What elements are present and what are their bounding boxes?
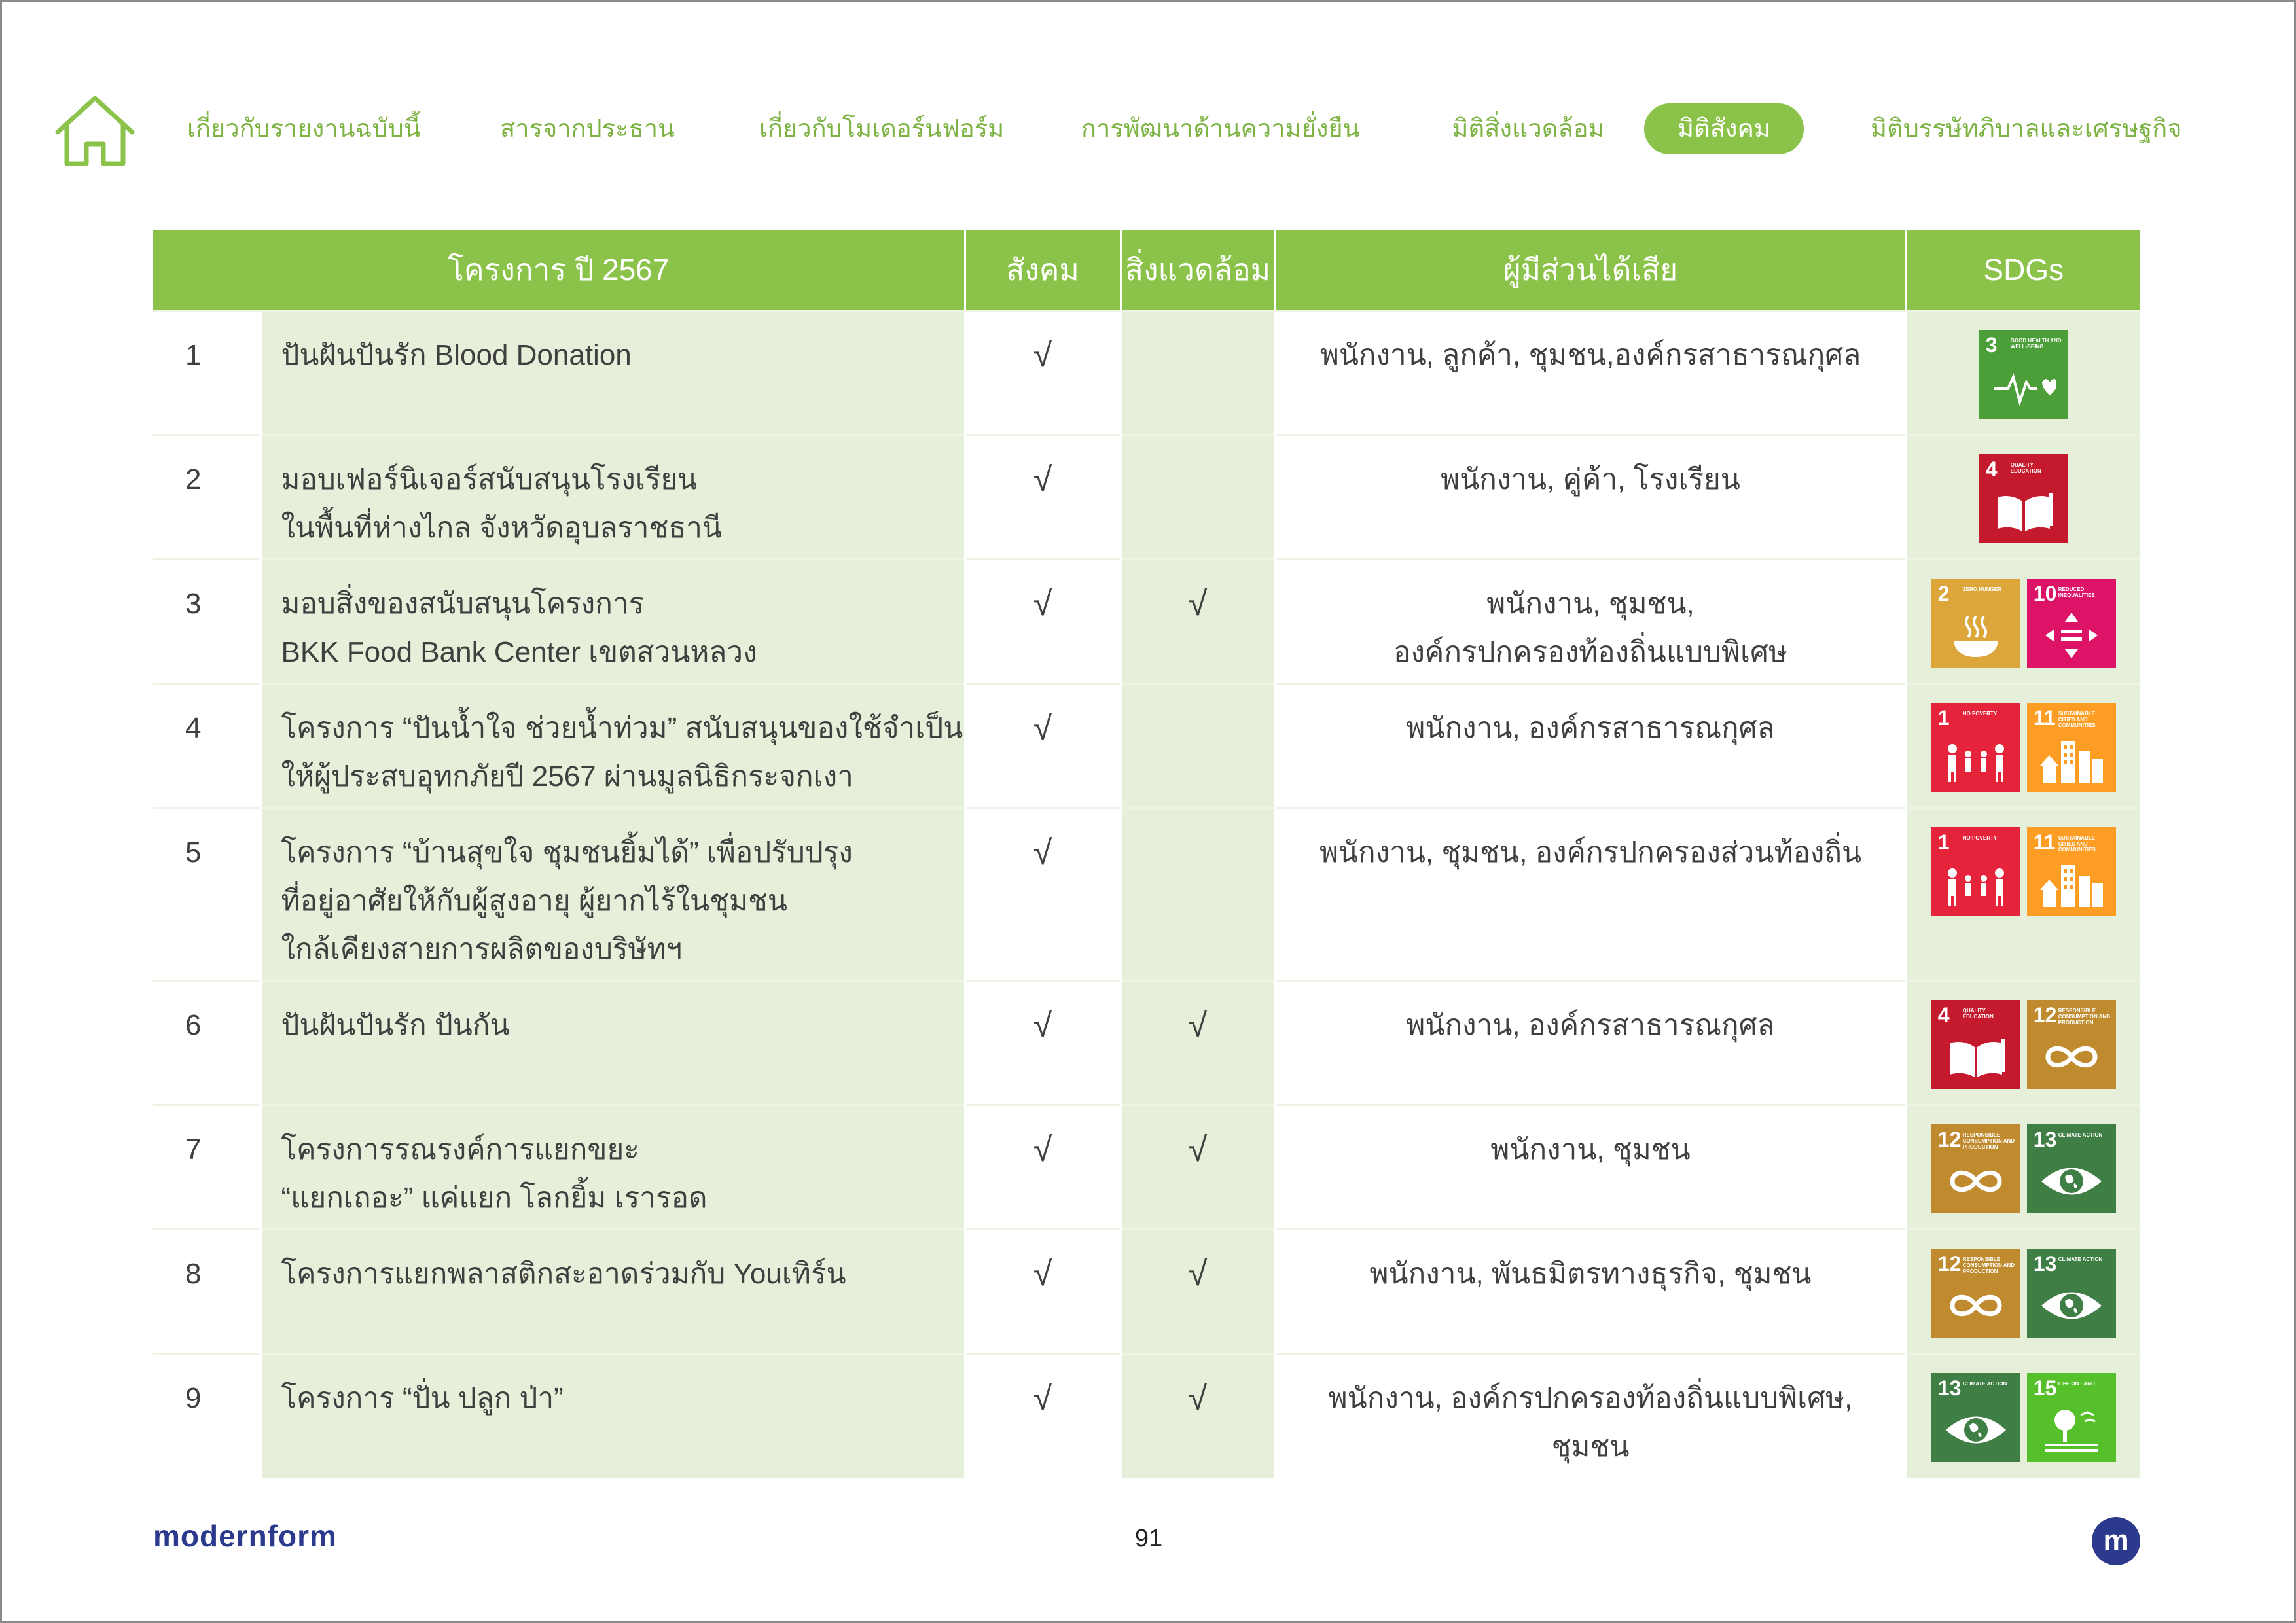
stakeholders (1275, 980, 1906, 1105)
sdg-badges (1906, 808, 2140, 980)
sdg-caption: CLIMATE ACTION (2058, 1132, 2103, 1138)
sdg-number: 15 (2033, 1376, 2057, 1400)
project-name (260, 1105, 965, 1229)
social-check: √ (965, 559, 1121, 683)
project-name (260, 435, 965, 559)
stakeholders-line: พนักงาน, องค์กรสาธารณกุศล (1406, 1008, 1775, 1041)
sdg-caption: SUSTAINABLE CITIES AND COMMUNITIES (2058, 834, 2096, 853)
row-number: 9 (153, 1353, 260, 1478)
environment-check (1121, 683, 1275, 808)
social-check: √ (965, 980, 1121, 1105)
sdg-badges (1906, 1353, 2140, 1478)
sdg-caption: ZERO HUNGER (1962, 586, 2001, 592)
sdg-number: 4 (1937, 1003, 1950, 1027)
stakeholders (1275, 1105, 1906, 1229)
stakeholders-line: พนักงาน, ชุมชน (1490, 1133, 1691, 1166)
stakeholders-line: พนักงาน, ชุมชน, (1486, 587, 1695, 620)
sdg-number: 12 (1937, 1251, 1962, 1275)
table-row (153, 1353, 2140, 1478)
brand-mark-icon: m (2092, 1517, 2140, 1565)
row-number: 4 (153, 683, 260, 808)
sdg-caption: NO POVERTY (1962, 834, 1998, 841)
header-stakeholders: ผู้มีส่วนได้เสีย (1275, 230, 1906, 310)
project-name-line: โครงการ “ปั่น ปลูก ป่า” (281, 1382, 564, 1414)
social-check: √ (965, 683, 1121, 808)
project-name (260, 683, 965, 808)
project-name-line: “แยกเถอะ” แค่แยก โลกยิ้ม เรารอด (281, 1181, 708, 1214)
table-row (153, 435, 2140, 559)
project-name-line: โครงการ “บ้านสุขใจ ชุมชนยิ้มได้” เพื่อปรับปรุง (281, 836, 853, 868)
table-row (153, 310, 2140, 435)
sdg-number: 12 (1937, 1127, 1962, 1151)
sdg-number: 12 (2033, 1003, 2057, 1027)
environment-check: √ (1121, 1353, 1275, 1478)
sdg-caption: CLIMATE ACTION (2058, 1256, 2103, 1262)
sdg-badges (1906, 1105, 2140, 1229)
sdg-caption: RESPONSIBLE CONSUMPTION AND PRODUCTION (2058, 1007, 2111, 1026)
project-name (260, 559, 965, 683)
environment-check: √ (1121, 559, 1275, 683)
environment-check: √ (1121, 1105, 1275, 1229)
sdg-number: 11 (2033, 830, 2056, 854)
stakeholders-line: พนักงาน, คู่ค้า, โรงเรียน (1441, 463, 1740, 495)
project-name-line: โครงการแยกพลาสติกสะอาดร่วมกับ Youเทิร์น (281, 1257, 846, 1290)
table-row (153, 1229, 2140, 1353)
project-name-line: ให้ผู้ประสบอุทกภัยปี 2567 ผ่านมูลนิธิกระจกเงา (281, 760, 853, 793)
project-name-line: ปันฝันปันรัก ปันกัน (281, 1008, 510, 1041)
project-name-line: ที่อยู่อาศัยให้กับผู้สูงอายุ ผู้ยากไร้ในชุมชน (281, 884, 787, 917)
sdg-caption: RESPONSIBLE CONSUMPTION AND PRODUCTION (1962, 1256, 2015, 1274)
sdg-badges (1906, 980, 2140, 1105)
project-name-line: ใกล้เคียงสายการผลิตของบริษัทฯ (281, 933, 683, 965)
environment-check (1121, 435, 1275, 559)
sdg-number: 13 (2033, 1251, 2057, 1275)
sdg-number: 2 (1937, 581, 1950, 605)
stakeholders (1275, 683, 1906, 808)
sdg-15-badge (2027, 1373, 2116, 1462)
sdg-badges (1906, 1229, 2140, 1353)
sdg-number: 13 (1937, 1376, 1962, 1400)
sdg-number: 1 (1937, 705, 1950, 730)
nav-item-sustainability-development[interactable]: การพัฒนาด้านความยั่งยืน (1081, 115, 1360, 143)
nav-item-chairman-message[interactable]: สารจากประธาน (500, 115, 675, 143)
project-name (260, 808, 965, 980)
sdg-number: 10 (2033, 581, 2057, 605)
social-check: √ (965, 808, 1121, 980)
stakeholders (1275, 1353, 1906, 1478)
sdg-12-badge (1931, 1249, 2020, 1338)
project-name-line: ในพื้นที่ห่างไกล จังหวัดอุบลราชธานี (281, 511, 723, 544)
sdg-badges (1906, 310, 2140, 435)
row-number: 7 (153, 1105, 260, 1229)
sdg-caption: REDUCED INEQUALITIES (2058, 586, 2095, 598)
nav-item-about-report[interactable]: เกี่ยวกับรายงานฉบับนี้ (187, 115, 421, 143)
social-check: √ (965, 310, 1121, 435)
sdg-10-badge (2027, 579, 2116, 668)
stakeholders-line: พนักงาน, ลูกค้า, ชุมชน,องค์กรสาธารณกุศล (1319, 338, 1861, 371)
environment-check (1121, 808, 1275, 980)
project-table-container (153, 230, 2140, 1478)
sdg-caption: QUALITY EDUCATION (2010, 461, 2041, 474)
sdg-13-badge (2027, 1249, 2116, 1338)
nav-item-social[interactable]: มิติสังคม (1644, 103, 1804, 154)
stakeholders-line: พนักงาน, องค์กรปกครองท้องถิ่นแบบพิเศษ, (1328, 1382, 1853, 1414)
stakeholders (1275, 559, 1906, 683)
header-environment: สิ่งแวดล้อม (1121, 230, 1275, 310)
sdg-13-badge (1931, 1373, 2020, 1462)
sdg-badges (1906, 559, 2140, 683)
row-number: 6 (153, 980, 260, 1105)
stakeholders (1275, 435, 1906, 559)
sdg-number: 3 (1985, 332, 1998, 357)
table-row (153, 1105, 2140, 1229)
table-header-row (153, 230, 2140, 310)
sdg-11-badge (2027, 703, 2116, 792)
sdg-caption: CLIMATE ACTION (1962, 1380, 2007, 1387)
sdg-2-badge (1931, 579, 2020, 668)
table-row (153, 980, 2140, 1105)
stakeholders-line: องค์กรปกครองท้องถิ่นแบบพิเศษ (1393, 635, 1788, 668)
stakeholders (1275, 808, 1906, 980)
project-name (260, 1353, 965, 1478)
sdg-1-badge (1931, 827, 2020, 916)
table-row (153, 808, 2140, 980)
sdg-caption: SUSTAINABLE CITIES AND COMMUNITIES (2058, 710, 2096, 728)
page-number: 91 (1134, 1525, 1163, 1552)
header-social: สังคม (965, 230, 1121, 310)
header-sdgs: SDGs (1906, 230, 2140, 310)
social-check: √ (965, 1229, 1121, 1353)
header-project: โครงการ ปี 2567 (153, 230, 965, 310)
social-check: √ (965, 435, 1121, 559)
sdg-caption: LIFE ON LAND (2058, 1380, 2095, 1387)
sdg-3-badge (1979, 330, 2068, 419)
sdg-badges (1906, 435, 2140, 559)
sdg-number: 1 (1937, 830, 1950, 854)
project-table (153, 230, 2140, 1478)
environment-check (1121, 310, 1275, 435)
sdg-4-badge (1931, 1000, 2020, 1089)
project-name-line: โครงการรณรงค์การแยกขยะ (281, 1133, 639, 1166)
project-name (260, 1229, 965, 1353)
sdg-number: 11 (2033, 705, 2056, 730)
project-name-line: โครงการ “ปันน้ำใจ ช่วยน้ำท่วม” สนับสนุนของใช้จำเป็น (281, 711, 963, 744)
stakeholders-line: พนักงาน, องค์กรสาธารณกุศล (1406, 711, 1775, 744)
stakeholders (1275, 1229, 1906, 1353)
row-number: 8 (153, 1229, 260, 1353)
sdg-12-badge (1931, 1124, 2020, 1213)
sdg-caption: GOOD HEALTH AND WELL-BEING (2010, 337, 2062, 349)
sdg-number: 13 (2033, 1127, 2057, 1151)
sdg-badges (1906, 683, 2140, 808)
social-check: √ (965, 1105, 1121, 1229)
project-name-line: มอบสิ่งของสนับสนุนโครงการ (281, 587, 645, 620)
table-row (153, 559, 2140, 683)
sdg-12-badge (2027, 1000, 2116, 1089)
row-number: 1 (153, 310, 260, 435)
project-name (260, 980, 965, 1105)
row-number: 5 (153, 808, 260, 980)
sdg-caption: QUALITY EDUCATION (1962, 1007, 1994, 1020)
sdg-11-badge (2027, 827, 2116, 916)
environment-check: √ (1121, 980, 1275, 1105)
sdg-caption: RESPONSIBLE CONSUMPTION AND PRODUCTION (1962, 1132, 2015, 1150)
project-name (260, 310, 965, 435)
nav-item-about-modernform[interactable]: เกี่ยวกับโมเดอร์นฟอร์ม (759, 115, 1005, 143)
environment-check: √ (1121, 1229, 1275, 1353)
stakeholders-line: พนักงาน, ชุมชน, องค์กรปกครองส่วนท้องถิ่น (1319, 836, 1862, 868)
nav-item-environment[interactable]: มิติสิ่งแวดล้อม (1452, 115, 1605, 143)
stakeholders-line: ชุมชน (1551, 1430, 1630, 1463)
sdg-caption: NO POVERTY (1962, 710, 1998, 717)
stakeholders-line: พนักงาน, พันธมิตรทางธุรกิจ, ชุมชน (1369, 1257, 1812, 1290)
table-row (153, 683, 2140, 808)
social-check: √ (965, 1353, 1121, 1478)
project-name-line: ปันฝันปันรัก Blood Donation (281, 338, 632, 371)
sdg-13-badge (2027, 1124, 2116, 1213)
stakeholders (1275, 310, 1906, 435)
top-navigation (0, 103, 2296, 154)
brand-logo: modernform (153, 1519, 337, 1553)
row-number: 3 (153, 559, 260, 683)
nav-item-governance-economy[interactable]: มิติบรรษัทภิบาลและเศรษฐกิจ (1871, 115, 2182, 143)
project-name-line: มอบเฟอร์นิเจอร์สนับสนุนโรงเรียน (281, 463, 698, 495)
project-name-line: BKK Food Bank Center เขตสวนหลวง (281, 635, 757, 668)
sdg-4-badge (1979, 454, 2068, 543)
row-number: 2 (153, 435, 260, 559)
sdg-1-badge (1931, 703, 2020, 792)
sdg-number: 4 (1985, 457, 1998, 481)
